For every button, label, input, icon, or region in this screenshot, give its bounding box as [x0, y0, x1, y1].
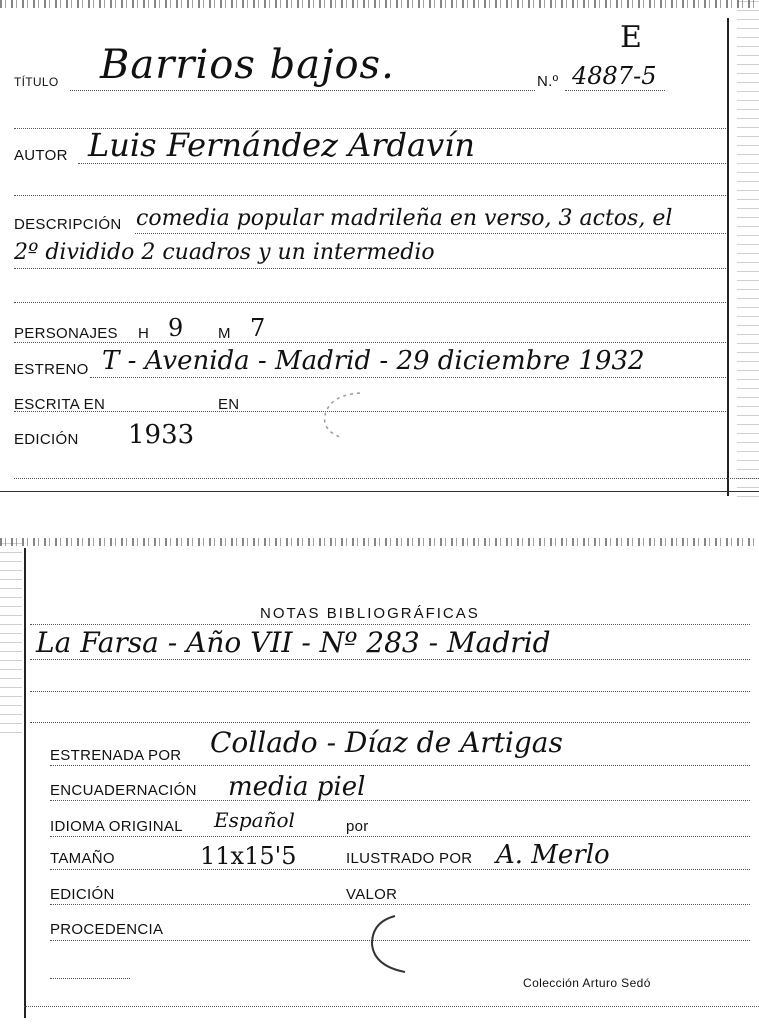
- bottom-edge-line: [24, 1006, 759, 1007]
- estrenada-line: [50, 765, 750, 766]
- autor-label: AUTOR: [14, 147, 68, 164]
- escrita-label: ESCRITA EN: [14, 396, 106, 413]
- edicion-line-2: [50, 904, 750, 905]
- blank-line-3: [14, 302, 726, 303]
- edicion-label: EDICIÓN: [14, 431, 79, 448]
- encuadernacion-value: media piel: [228, 772, 366, 802]
- estreno-line: [90, 377, 726, 378]
- personajes-line: [14, 342, 726, 343]
- corner-mark: E: [620, 20, 642, 55]
- encuadernacion-label: ENCUADERNACIÓN: [50, 782, 197, 799]
- ilustrado-label: ILUSTRADO POR: [346, 850, 473, 867]
- titulo-label: TÍTULO: [14, 75, 59, 89]
- numero-label: N.º: [537, 73, 559, 90]
- descripcion-value-1: comedia popular madrileña en verso, 3 actos, el: [136, 206, 673, 231]
- idioma-value: Español: [214, 808, 295, 832]
- notas-value: La Farsa - Año VII - Nº 283 - Madrid: [36, 626, 551, 659]
- personajes-h-value: 9: [168, 314, 184, 342]
- personajes-h-label: H: [138, 325, 150, 342]
- encuadernacion-line: [50, 800, 750, 801]
- estrenada-value: Collado - Díaz de Artigas: [210, 726, 563, 759]
- tamano-line: [50, 869, 750, 870]
- descripcion-value-2: 2º dividido 2 cuadros y un intermedio: [14, 240, 435, 265]
- bottom-dotted-line: [14, 478, 759, 479]
- catalog-card-bottom: [0, 536, 759, 1028]
- notas-line-3: [30, 722, 750, 723]
- ilustrado-value: A. Merlo: [496, 840, 610, 870]
- descripcion-line-1: [135, 233, 726, 234]
- notas-title-line: [30, 624, 750, 625]
- blank-line-2: [14, 195, 726, 196]
- por-label: por: [346, 818, 369, 835]
- short-line: [50, 978, 130, 979]
- notas-line-2: [30, 691, 750, 692]
- tamano-label: TAMAÑO: [50, 850, 115, 867]
- edicion-label-2: EDICIÓN: [50, 886, 115, 903]
- valor-label: VALOR: [346, 886, 398, 903]
- notas-line-1: [30, 659, 750, 660]
- titulo-value: Barrios bajos.: [100, 42, 395, 88]
- idioma-label: IDIOMA ORIGINAL: [50, 818, 183, 835]
- notas-title: NOTAS BIBLIOGRÁFICAS: [260, 605, 480, 622]
- numero-value: 4887-5: [572, 62, 657, 90]
- numero-line: [565, 90, 665, 91]
- titulo-line: [70, 90, 535, 91]
- scan-edge-left: [0, 536, 22, 736]
- procedencia-label: PROCEDENCIA: [50, 921, 164, 938]
- estreno-value: T - Avenida - Madrid - 29 diciembre 1932: [102, 346, 645, 376]
- scan-edge-top: [0, 0, 759, 8]
- card-left-border: [24, 548, 26, 1018]
- card-right-border: [727, 18, 729, 496]
- stamp-mark-2: [360, 908, 430, 978]
- stamp-mark: [300, 385, 390, 445]
- estrenada-label: ESTRENADA POR: [50, 747, 182, 764]
- descripcion-label: DESCRIPCIÓN: [14, 216, 122, 233]
- descripcion-line-2: [14, 268, 726, 269]
- en-label: EN: [218, 396, 240, 413]
- coleccion-credit: Colección Arturo Sedó: [523, 976, 651, 990]
- personajes-label: PERSONAJES: [14, 325, 118, 342]
- scan-edge-top-2: [0, 538, 759, 546]
- edicion-value: 1933: [128, 420, 195, 450]
- card-bottom-edge: [0, 491, 759, 492]
- personajes-m-label: M: [218, 325, 231, 342]
- personajes-m-value: 7: [250, 314, 266, 342]
- scan-edge-right: [737, 0, 759, 500]
- autor-value: Luis Fernández Ardavín: [88, 126, 476, 164]
- catalog-card-top: [0, 0, 759, 500]
- estreno-label: ESTRENO: [14, 361, 89, 378]
- idioma-line: [50, 836, 750, 837]
- tamano-value: 11x15'5: [200, 842, 297, 870]
